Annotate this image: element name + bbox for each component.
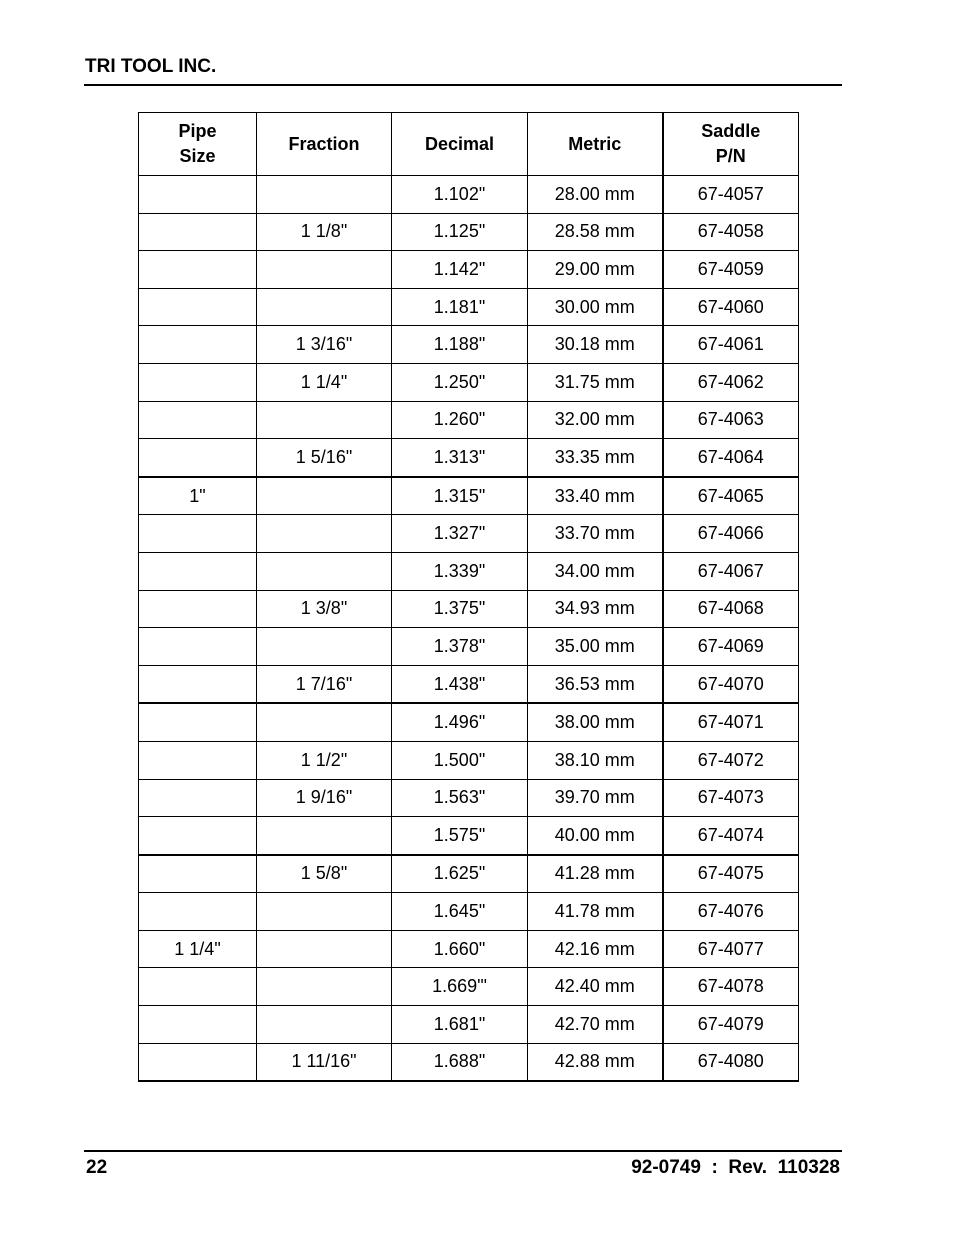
cell-metric: 28.00 mm	[528, 176, 663, 214]
cell-decimal: 1.125"	[392, 213, 528, 251]
cell-decimal: 1.142"	[392, 251, 528, 289]
cell-fraction	[257, 893, 392, 931]
cell-metric: 39.70 mm	[528, 779, 663, 817]
cell-fraction	[257, 968, 392, 1006]
cell-pipe-size	[139, 1006, 257, 1044]
cell-metric: 40.00 mm	[528, 817, 663, 855]
cell-fraction: 1 3/16"	[257, 326, 392, 364]
cell-decimal: 1.327"	[392, 515, 528, 553]
cell-fraction: 1 5/8"	[257, 855, 392, 893]
table-row	[139, 665, 799, 703]
cell-fraction	[257, 251, 392, 289]
cell-saddle-pn: 67-4068	[663, 590, 799, 628]
cell-fraction: 1 11/16"	[257, 1043, 392, 1081]
cell-metric: 36.53 mm	[528, 665, 663, 703]
cell-metric: 34.93 mm	[528, 590, 663, 628]
cell-pipe-size	[139, 1043, 257, 1081]
cell-pipe-size	[139, 552, 257, 590]
table-row	[139, 176, 799, 214]
cell-pipe-size	[139, 401, 257, 439]
table-row	[139, 779, 799, 817]
cell-pipe-size	[139, 326, 257, 364]
cell-saddle-pn: 67-4073	[663, 779, 799, 817]
cell-pipe-size	[139, 665, 257, 703]
table-row	[139, 515, 799, 553]
cell-pipe-size	[139, 439, 257, 477]
cell-decimal: 1.260"	[392, 401, 528, 439]
cell-pipe-size	[139, 176, 257, 214]
cell-decimal: 1.339"	[392, 552, 528, 590]
cell-decimal: 1.315"	[392, 477, 528, 515]
cell-decimal: 1.250"	[392, 363, 528, 401]
cell-pipe-size: 1 1/4"	[139, 930, 257, 968]
cell-decimal: 1.378"	[392, 628, 528, 666]
table-row	[139, 817, 799, 855]
table-row	[139, 1043, 799, 1081]
cell-fraction	[257, 1006, 392, 1044]
cell-metric: 42.70 mm	[528, 1006, 663, 1044]
table-row	[139, 401, 799, 439]
table-header-row	[139, 113, 799, 176]
cell-decimal: 1.188"	[392, 326, 528, 364]
cell-metric: 29.00 mm	[528, 251, 663, 289]
table-row	[139, 1006, 799, 1044]
cell-fraction: 1 1/4"	[257, 363, 392, 401]
table-row	[139, 855, 799, 893]
cell-decimal: 1.496"	[392, 703, 528, 741]
table-row	[139, 477, 799, 515]
cell-fraction	[257, 515, 392, 553]
cell-pipe-size: 1"	[139, 477, 257, 515]
column-header-decimal: Decimal	[392, 113, 528, 176]
cell-metric: 41.78 mm	[528, 893, 663, 931]
cell-saddle-pn: 67-4069	[663, 628, 799, 666]
cell-decimal: 1.438"	[392, 665, 528, 703]
cell-fraction	[257, 930, 392, 968]
cell-fraction: 1 5/16"	[257, 439, 392, 477]
cell-saddle-pn: 67-4075	[663, 855, 799, 893]
cell-metric: 31.75 mm	[528, 363, 663, 401]
table-row	[139, 288, 799, 326]
cell-pipe-size	[139, 817, 257, 855]
cell-fraction	[257, 628, 392, 666]
cell-pipe-size	[139, 628, 257, 666]
cell-fraction: 1 1/2"	[257, 741, 392, 779]
page-number: 22	[86, 1157, 108, 1178]
cell-fraction: 1 7/16"	[257, 665, 392, 703]
cell-metric: 42.40 mm	[528, 968, 663, 1006]
table-row	[139, 628, 799, 666]
cell-saddle-pn: 67-4072	[663, 741, 799, 779]
cell-decimal: 1.660"	[392, 930, 528, 968]
cell-saddle-pn: 67-4074	[663, 817, 799, 855]
table-body	[139, 176, 799, 1082]
cell-saddle-pn: 67-4066	[663, 515, 799, 553]
cell-metric: 35.00 mm	[528, 628, 663, 666]
cell-saddle-pn: 67-4076	[663, 893, 799, 931]
cell-saddle-pn: 67-4059	[663, 251, 799, 289]
cell-pipe-size	[139, 515, 257, 553]
cell-metric: 32.00 mm	[528, 401, 663, 439]
cell-pipe-size	[139, 968, 257, 1006]
cell-decimal: 1.645"	[392, 893, 528, 931]
cell-metric: 38.10 mm	[528, 741, 663, 779]
company-name: TRI TOOL INC.	[85, 56, 217, 77]
column-header-metric: Metric	[528, 113, 663, 176]
cell-decimal: 1.563"	[392, 779, 528, 817]
cell-decimal: 1.688"	[392, 1043, 528, 1081]
cell-metric: 33.35 mm	[528, 439, 663, 477]
cell-saddle-pn: 67-4067	[663, 552, 799, 590]
cell-fraction	[257, 817, 392, 855]
cell-decimal: 1.575"	[392, 817, 528, 855]
cell-metric: 30.00 mm	[528, 288, 663, 326]
cell-fraction	[257, 401, 392, 439]
cell-pipe-size	[139, 779, 257, 817]
cell-saddle-pn: 67-4078	[663, 968, 799, 1006]
cell-decimal: 1.669'"	[392, 968, 528, 1006]
cell-metric: 42.16 mm	[528, 930, 663, 968]
table-row	[139, 251, 799, 289]
cell-fraction	[257, 477, 392, 515]
cell-fraction	[257, 703, 392, 741]
cell-metric: 33.40 mm	[528, 477, 663, 515]
cell-saddle-pn: 67-4061	[663, 326, 799, 364]
cell-decimal: 1.102"	[392, 176, 528, 214]
table-row	[139, 326, 799, 364]
cell-pipe-size	[139, 893, 257, 931]
cell-fraction: 1 3/8"	[257, 590, 392, 628]
column-header-saddle-pn: Saddle P/N	[663, 113, 799, 176]
cell-saddle-pn: 67-4063	[663, 401, 799, 439]
cell-pipe-size	[139, 741, 257, 779]
cell-saddle-pn: 67-4079	[663, 1006, 799, 1044]
table-row	[139, 741, 799, 779]
cell-metric: 28.58 mm	[528, 213, 663, 251]
cell-metric: 33.70 mm	[528, 515, 663, 553]
table-row	[139, 213, 799, 251]
cell-pipe-size	[139, 288, 257, 326]
footer-divider	[84, 1150, 842, 1152]
table-row	[139, 930, 799, 968]
cell-saddle-pn: 67-4064	[663, 439, 799, 477]
cell-saddle-pn: 67-4070	[663, 665, 799, 703]
header-divider	[84, 84, 842, 86]
table-row	[139, 968, 799, 1006]
table-row	[139, 552, 799, 590]
column-header-fraction: Fraction	[257, 113, 392, 176]
cell-saddle-pn: 67-4071	[663, 703, 799, 741]
cell-pipe-size	[139, 251, 257, 289]
table-row	[139, 703, 799, 741]
cell-fraction	[257, 176, 392, 214]
table-row	[139, 590, 799, 628]
cell-saddle-pn: 67-4062	[663, 363, 799, 401]
cell-decimal: 1.181"	[392, 288, 528, 326]
cell-decimal: 1.625"	[392, 855, 528, 893]
cell-pipe-size	[139, 855, 257, 893]
cell-saddle-pn: 67-4080	[663, 1043, 799, 1081]
table-row	[139, 893, 799, 931]
document-revision: 92-0749 : Rev. 110328	[631, 1157, 840, 1178]
cell-fraction: 1 9/16"	[257, 779, 392, 817]
cell-decimal: 1.313"	[392, 439, 528, 477]
cell-decimal: 1.375"	[392, 590, 528, 628]
cell-saddle-pn: 67-4077	[663, 930, 799, 968]
cell-saddle-pn: 67-4065	[663, 477, 799, 515]
table-row	[139, 439, 799, 477]
cell-decimal: 1.681"	[392, 1006, 528, 1044]
cell-metric: 41.28 mm	[528, 855, 663, 893]
cell-fraction	[257, 288, 392, 326]
cell-fraction	[257, 552, 392, 590]
table-row	[139, 363, 799, 401]
cell-metric: 30.18 mm	[528, 326, 663, 364]
cell-metric: 34.00 mm	[528, 552, 663, 590]
cell-saddle-pn: 67-4058	[663, 213, 799, 251]
cell-saddle-pn: 67-4057	[663, 176, 799, 214]
column-header-pipe-size: Pipe Size	[139, 113, 257, 176]
saddle-spec-table	[138, 112, 799, 1082]
cell-pipe-size	[139, 363, 257, 401]
cell-metric: 42.88 mm	[528, 1043, 663, 1081]
cell-fraction: 1 1/8"	[257, 213, 392, 251]
cell-metric: 38.00 mm	[528, 703, 663, 741]
cell-pipe-size	[139, 590, 257, 628]
cell-pipe-size	[139, 703, 257, 741]
cell-decimal: 1.500"	[392, 741, 528, 779]
cell-pipe-size	[139, 213, 257, 251]
cell-saddle-pn: 67-4060	[663, 288, 799, 326]
